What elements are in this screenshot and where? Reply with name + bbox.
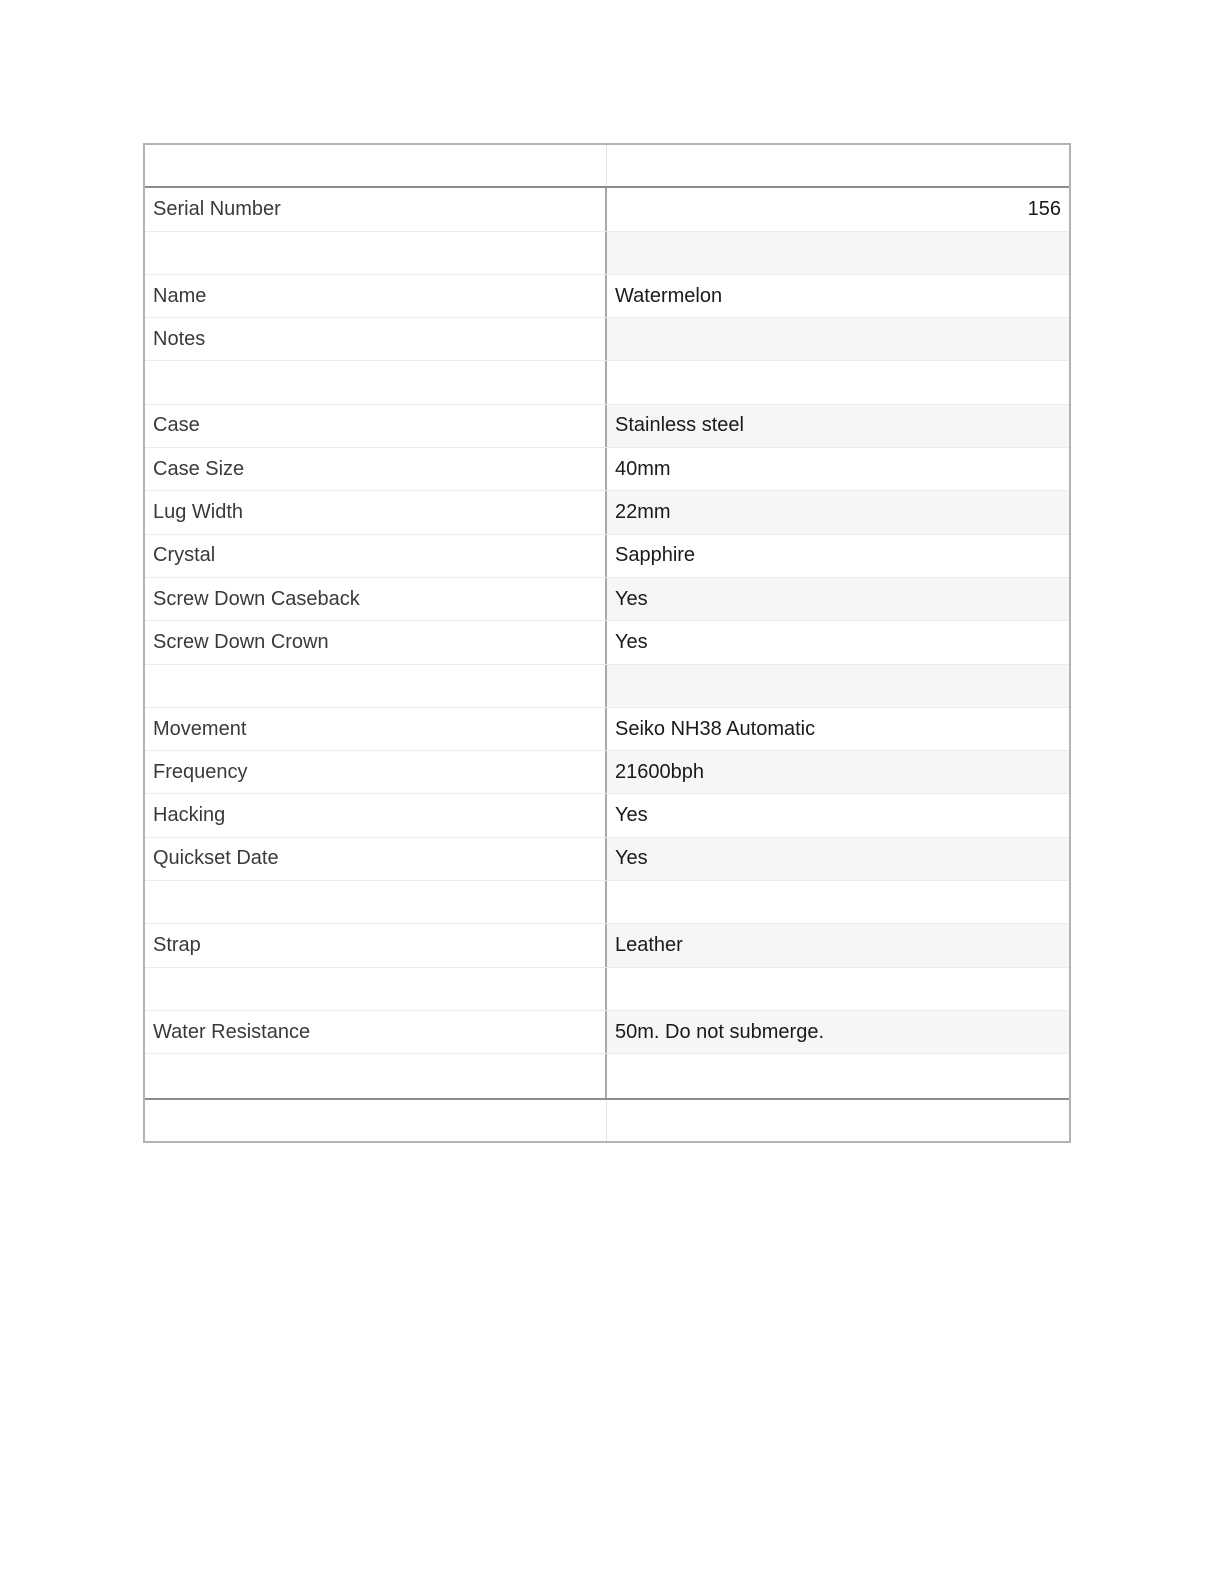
header-cell-key[interactable] [145, 145, 607, 186]
table-body [145, 188, 1069, 1097]
row-value-cell[interactable]: Yes [607, 578, 1069, 620]
row-value-cell[interactable] [607, 318, 1069, 360]
table-row [145, 318, 1069, 361]
row-label-cell[interactable]: Hacking [145, 794, 607, 836]
table-row [145, 275, 1069, 318]
footer-row [145, 1098, 1069, 1141]
header-cell-value[interactable] [607, 145, 1069, 186]
row-label-cell[interactable]: Screw Down Caseback [145, 578, 607, 620]
row-value-cell[interactable] [607, 232, 1069, 274]
footer-cell-key[interactable] [145, 1100, 607, 1141]
footer-cell-value[interactable] [607, 1100, 1069, 1141]
row-value-cell[interactable] [607, 361, 1069, 403]
table-row [145, 578, 1069, 621]
row-value-cell[interactable]: Seiko NH38 Automatic [615, 717, 816, 740]
row-label-cell[interactable]: Name [145, 275, 607, 317]
table-row [145, 188, 1069, 231]
row-value-cell[interactable]: Yes [615, 804, 648, 827]
row-value-cell[interactable]: Yes [615, 630, 648, 653]
row-label-cell[interactable]: Screw Down Crown [145, 621, 607, 663]
row-label-cell[interactable]: Quickset Date [145, 838, 607, 880]
row-value-cell[interactable]: 156 [1027, 197, 1061, 220]
row-label-cell[interactable]: Case [145, 405, 607, 447]
row-label-cell[interactable] [145, 361, 607, 403]
table-row [145, 232, 1069, 275]
row-label-cell[interactable]: Frequency [145, 751, 607, 793]
table-row [145, 881, 1069, 924]
table-row [145, 794, 1069, 837]
row-label-cell[interactable] [145, 232, 607, 274]
row-label-cell[interactable]: Notes [145, 318, 607, 360]
table-row [145, 924, 1069, 967]
row-value-cell[interactable]: Stainless steel [607, 405, 1069, 447]
row-label-cell[interactable]: Water Resistance [145, 1011, 607, 1053]
row-value-cell[interactable] [607, 665, 1069, 707]
row-value-cell[interactable] [607, 968, 1069, 1010]
table-row [145, 968, 1069, 1011]
row-value-cell[interactable]: 50m. Do not submerge. [607, 1011, 1069, 1053]
row-value-cell[interactable]: 40mm [615, 457, 671, 480]
row-value-cell[interactable]: Leather [607, 924, 1069, 966]
table-row [145, 621, 1069, 664]
row-value-cell[interactable] [607, 881, 1069, 923]
row-value-cell[interactable]: Sapphire [615, 544, 696, 567]
spreadsheet-table [143, 143, 1071, 1143]
row-label-cell[interactable]: Case Size [145, 448, 607, 490]
table-row [145, 751, 1069, 794]
table-row [145, 448, 1069, 491]
row-value-cell[interactable]: 21600bph [607, 751, 1069, 793]
row-label-cell[interactable]: Strap [145, 924, 607, 966]
table-row [145, 665, 1069, 708]
header-row [145, 145, 1069, 188]
table-row [145, 491, 1069, 534]
row-label-cell[interactable]: Movement [145, 708, 607, 750]
row-label-cell[interactable] [145, 881, 607, 923]
table-row [145, 361, 1069, 404]
row-value-cell[interactable] [607, 1054, 1069, 1097]
row-label-cell[interactable] [145, 665, 607, 707]
table-row [145, 838, 1069, 881]
table-row [145, 1011, 1069, 1054]
row-value-cell[interactable]: Yes [607, 838, 1069, 880]
row-label-cell[interactable]: Crystal [145, 535, 607, 577]
table-row [145, 708, 1069, 751]
table-row [145, 535, 1069, 578]
row-label-cell[interactable] [145, 968, 607, 1010]
table-row [145, 405, 1069, 448]
row-label-cell[interactable] [145, 1054, 607, 1097]
table-row [145, 1054, 1069, 1097]
row-label-cell[interactable]: Serial Number [145, 188, 607, 230]
row-value-cell[interactable]: Watermelon [615, 284, 723, 307]
row-value-cell[interactable]: 22mm [607, 491, 1069, 533]
row-label-cell[interactable]: Lug Width [145, 491, 607, 533]
